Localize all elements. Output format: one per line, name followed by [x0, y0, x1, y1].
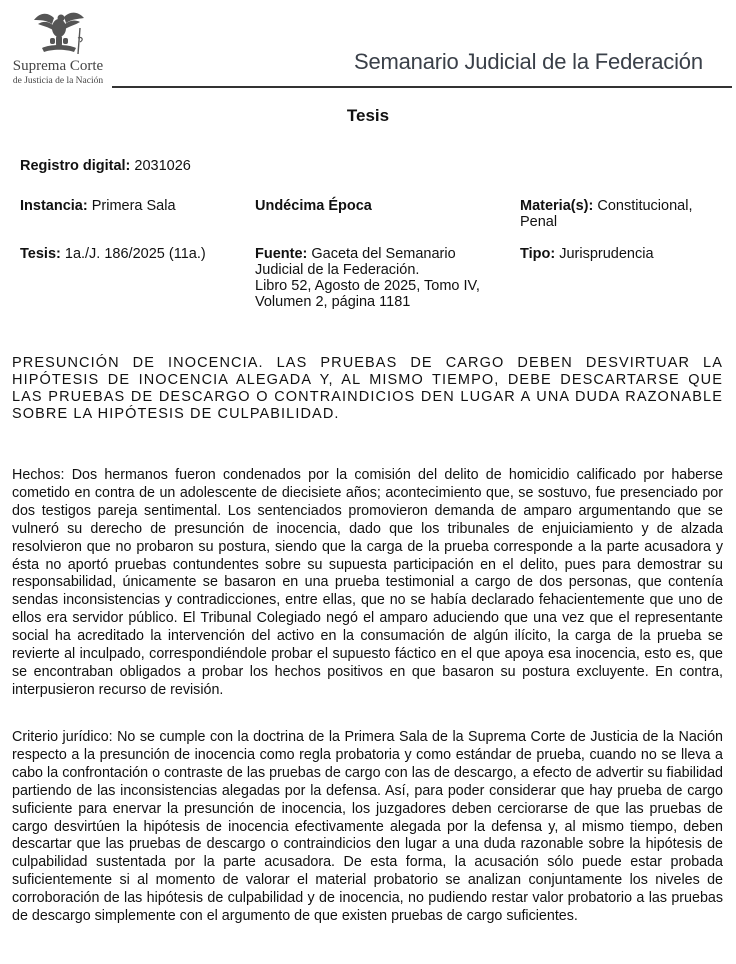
fuente-line-3: Libro 52, Agosto de 2025, Tomo IV, [255, 278, 480, 294]
epoca [255, 198, 372, 214]
registro-value: 2031026 [134, 158, 191, 174]
registro-label: Registro digital: [20, 158, 131, 174]
materia [520, 198, 692, 230]
criterio-juridico-paragraph: Criterio jurídico: No se cumple con la doctrina de la Primera Sala de la Suprema Corte de Justicia de la Nación respecto a la presunción de inocencia como regla probatoria y como estándar de prueba, cuando no se lleva a cabo la confrontación o contraste de las pruebas de cargo con las de descargo, a efecto de advertir su fiabilidad partiendo de las inconsistencias alegadas por la defensa. Así, para poder considerar que hay prueba de cargo suficiente para enervar la presunción de inocencia, los juzgadores deben cerciorarse de que las pruebas de cargo desvirtúen la hipótesis de inocencia efectivamente alegada por la defensa y, al mismo tiempo, deben descartar que las pruebas de descargo o contraindicios den lugar a una duda razonable sobre la hipótesis de culpabilidad sustentada por la parte acusadora. De esta forma, la acusación sólo puede estar probada suficientemente si al momento de valorar el material probatorio se analizan conjuntamente los niveles de corroboración de las hipótesis de culpabilidad y de inocencia, no pudiendo restar valor probatorio a las pruebas de descargo simplemente con el argumento de que existen pruebas de cargo suficientes. [12, 729, 723, 925]
tipo-label: Tipo: [520, 246, 556, 262]
tesis-number [20, 246, 206, 262]
materia-label: Materia(s): [520, 198, 594, 214]
materia-value-2: Penal [520, 214, 558, 230]
tesis-value: 1a./J. 186/2025 (11a.) [64, 246, 206, 262]
scjn-logo[interactable] [8, 8, 108, 84]
site-title[interactable]: Semanario Judicial de la Federación [354, 49, 703, 74]
fuente [255, 246, 480, 310]
fuente-line-2: Judicial de la Federación. [255, 262, 420, 278]
instancia-value: Primera Sala [91, 198, 176, 214]
epoca-value: Undécima Época [255, 198, 372, 214]
tesis-rubro: PRESUNCIÓN DE INOCENCIA. LAS PRUEBAS DE CARGO DEBEN DESVIRTUAR LA HIPÓTESIS DE INOCENCIA ALEGADA Y, AL MISMO TIEMPO, DEBE DESCARTARSE QUE LAS PRUEBAS DE DESCARGO O CONTRAINDICIOS DEN LUGAR A UNA DUDA RAZONABLE SOBRE LA HIPÓTESIS DE CULPABILIDAD. [12, 355, 723, 422]
tipo-value: Jurisprudencia [559, 246, 654, 262]
registro-digital [20, 158, 191, 174]
tesis-label: Tesis: [20, 246, 61, 262]
instancia-label: Instancia: [20, 198, 88, 214]
tipo [520, 246, 654, 262]
logo-subtitle: de Justicia de la Nación [12, 76, 104, 86]
fuente-label: Fuente: [255, 246, 308, 262]
page-header [0, 0, 736, 90]
header-divider [112, 86, 732, 88]
hechos-paragraph: Hechos: Dos hermanos fueron condenados por la comisión del delito de homicidio calificado por haberse cometido en contra de un adolescente de diecisiete años; acontecimiento que, se sostuvo, fue presenciado por dos testigos pareja sentimental. Los sentenciados promovieron demanda de amparo argumentando que se vulneró su derecho de presunción de inocencia, dado que los tribunales de enjuiciamiento y de alzada resolvieron que no probaron su postura, siendo que la carga de la prueba corresponde a la parte acusadora y ésta no aportó pruebas contundentes sobre su supuesta participación en el delito, pues para demostrar su responsabilidad, únicamente se basaron en una prueba testimonial a cargo de dos personas, que contenía sendas inconsistencias y contradicciones, entre ellas, que no se había declarado fehacientemente que uno de ellos era servidor público. El Tribunal Colegiado negó el amparo aduciendo que una vez que el representante social ha acreditado la intervención del activo en la consumación de algún ilícito, la carga de la prueba se revierte al inculpado, correspondiéndole probar el supuesto fáctico en el que apoya esa inocencia, esto es, que se encontraban obligados a probar los hechos positivos en que basaron su postura excluyente. En contra, interpusieron recurso de revisión. [12, 467, 723, 698]
eagle-emblem-icon [30, 8, 88, 56]
instancia [20, 198, 176, 214]
materia-value-1: Constitucional, [597, 198, 693, 214]
fuente-line-4: Volumen 2, página 1181 [255, 294, 411, 310]
logo-name: Suprema Corte [12, 58, 104, 74]
document-title: Tesis [346, 106, 390, 125]
fuente-line-1: Gaceta del Semanario [311, 246, 456, 262]
